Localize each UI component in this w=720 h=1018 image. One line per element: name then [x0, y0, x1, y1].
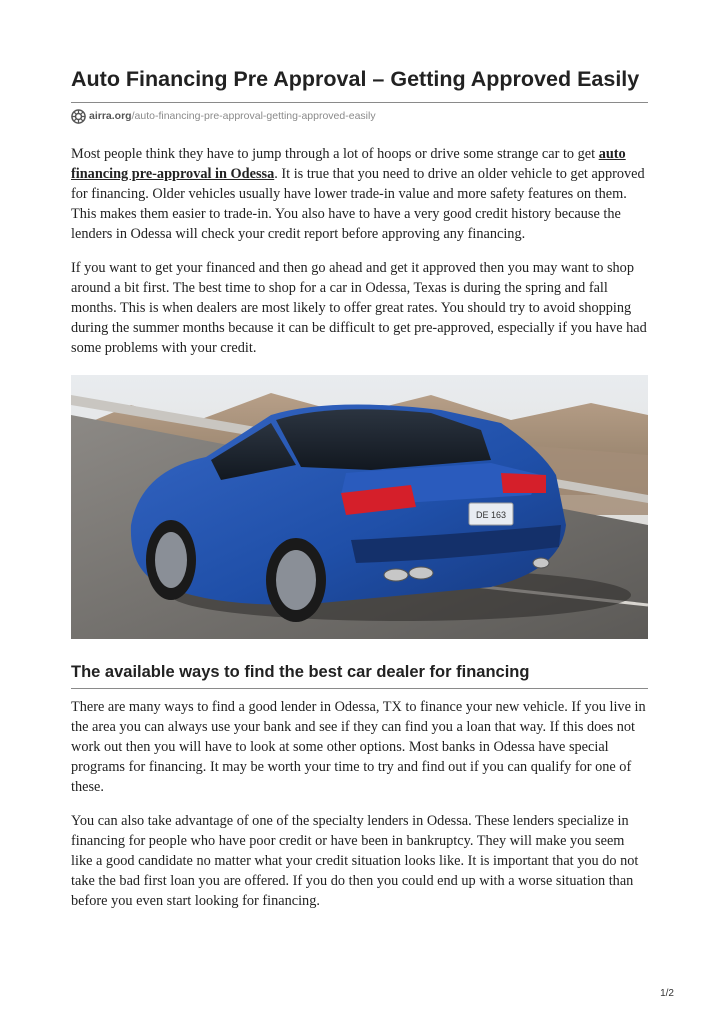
article	[71, 66, 648, 911]
paragraph-2: If you want to get your financed and then go ahead and get it approved then you may want to shop around a bit first. The best time to shop for a car in Odessa, Texas is during the spring and fall months. This is when dealers are most likely to offer great rates. You should try to avoid shopping during the summer months because it can be difficult to get pre-approved, especially if you have had some problems with your credit.	[71, 260, 647, 356]
page-number: 1/2	[660, 988, 674, 999]
title-divider	[71, 102, 648, 103]
section-divider	[71, 688, 648, 689]
car-photo	[71, 375, 648, 639]
paragraph-1-text-a: Most people think they have to jump through a lot of hoops or drive some strange car to get	[71, 146, 599, 162]
paragraph-3: There are many ways to find a good lender in Odessa, TX to finance your new vehicle. If you live in the area you can always use your bank and see if they can find you a loan that way. If this does not work out then you will have to look at some other options. Most banks in Odessa have special programs for financing. It may be worth your time to try and find out if you can qualify for one of these.	[71, 699, 646, 795]
source-line	[71, 109, 648, 123]
auto-financing-link[interactable]: auto financing pre-approval in Odessa	[71, 146, 626, 182]
source-path[interactable]: /auto-financing-pre-approval-getting-approved-easily	[131, 110, 376, 122]
section-heading: The available ways to find the best car dealer for financing	[71, 663, 530, 681]
source-domain[interactable]: airra.org	[89, 110, 132, 122]
paragraph-1-text-b: . It is true that you need to drive an older vehicle to get approved for financing. Older vehicles usually have lower trade-in value and more safety features on them. This makes them easier to trade-in. You also have to have a very good credit history because the lenders in Odessa will check your credit report before approving any financing.	[71, 166, 645, 242]
airra-logo-icon	[71, 109, 86, 124]
license-plate-text: DE 163	[475, 510, 507, 520]
paragraph-4: You can also take advantage of one of the specialty lenders in Odessa. These lenders specialize in financing for people who have poor credit or have been in bankruptcy. They will make you seem like a good candidate no matter what your credit situation looks like. It is important that you do not take the bad first loan you are offered. If you do then you could end up with a worse situation than before you even start looking for financing.	[71, 813, 639, 909]
article-title: Auto Financing Pre Approval – Getting Approved Easily	[71, 67, 640, 91]
paragraph-1	[71, 144, 648, 244]
